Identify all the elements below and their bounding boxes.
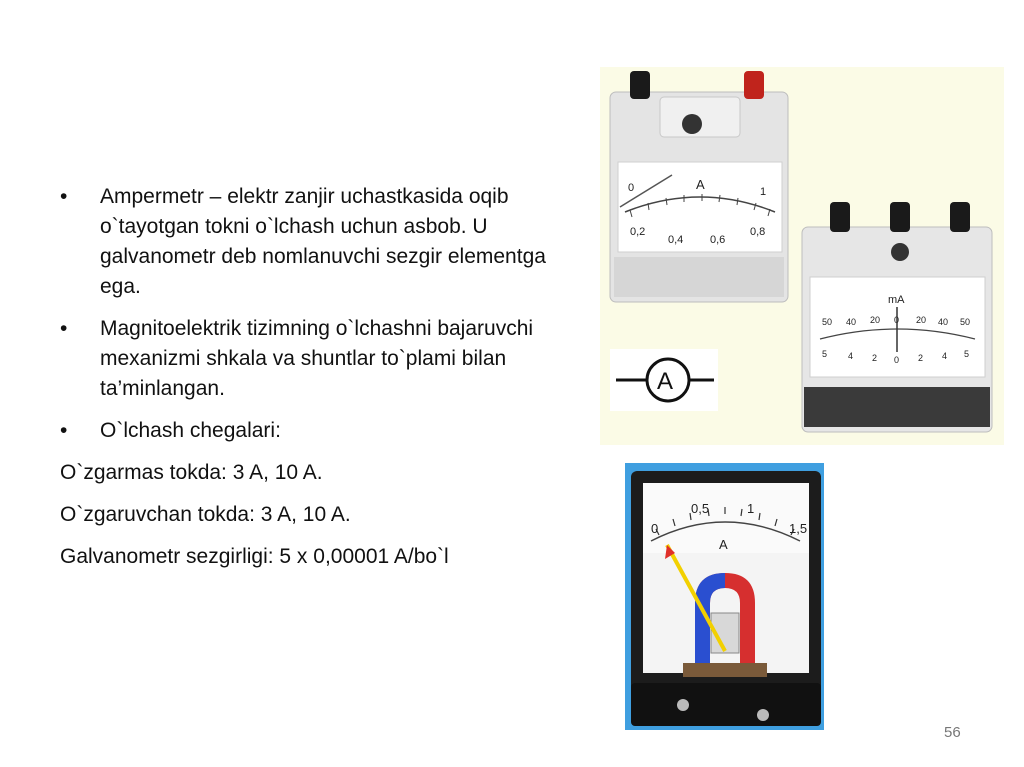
scale-label: 20 [916,315,927,325]
scale-label: 0 [894,355,900,365]
scale-label: 4 [942,351,948,361]
bullet-text: O`lchash chegalari: [100,419,281,442]
bullet-item [60,182,580,302]
ammeter-symbol [610,349,718,411]
red-terminal-icon [744,71,764,99]
scale-label: 40 [938,317,949,327]
scale-label: 0 [894,315,900,325]
bullet-item [60,416,580,446]
scale-label: 5 [822,349,828,359]
black-terminal-icon [950,202,970,232]
slide-text [60,182,580,584]
scale-label: 40 [846,317,857,327]
terminal-screw-icon [677,699,689,711]
symbol-letter: A [657,368,674,395]
scale-label: 0 [628,182,635,194]
scale-label: 0,2 [630,226,646,238]
bullet-item [60,314,580,404]
dc-limits-line: O`zgarmas tokda: 3 A, 10 A. [60,461,323,484]
black-terminal-icon [630,71,650,99]
scale-label: 1 [760,186,767,198]
scale-label: 4 [848,351,854,361]
scale-label: 2 [918,353,924,363]
scale-label: 0,4 [668,234,684,246]
terminal-screw-icon [757,709,769,721]
black-terminal-icon [890,202,910,232]
scale-label: 0,5 [691,501,710,516]
scale-label: 1,5 [789,521,808,536]
galvanometer-image [625,463,824,730]
scale-label: 2 [872,353,878,363]
bullet-text: Ampermetr – elektr zanjir uchastkasida oqib o`tayotgan tokni o`lchash uchun asbob. U galvanometr deb nomlanuvchi sezgir elementga ega. [100,185,546,298]
scale-label: 50 [822,317,833,327]
adjust-knob-icon [682,114,702,134]
adjust-knob-icon [891,243,909,261]
scale-label: 0 [651,521,659,536]
ammeter-2 [802,202,992,432]
ammeters-image [600,67,1004,445]
scale-label: 1 [747,501,755,516]
scale-label: 5 [964,349,970,359]
scale-label: 0,8 [750,226,766,238]
scale-label: 50 [960,317,971,327]
scale-label: 0,6 [710,234,726,246]
bullet-dot: • [60,185,68,208]
scale-label: 20 [870,315,881,325]
ammeter-1 [610,71,788,302]
bullet-text: Magnitoelektrik tizimning o`lchashni bajaruvchi mexanizmi shkala va shuntlar to`plami bilan ta’minlangan. [100,317,534,400]
bullet-dot: • [60,419,68,442]
galvanometer-unit: A [719,537,728,552]
black-terminal-icon [830,202,850,232]
ammeter-2-unit: mA [888,294,905,306]
sensitivity-line: Galvanometr sezgirligi: 5 x 0,00001 A/bo`l [60,545,449,568]
ac-limits-line: O`zgaruvchan tokda: 3 A, 10 A. [60,503,351,526]
page-number: 56 [944,724,961,741]
bullet-dot: • [60,317,68,340]
ammeter-1-unit: A [696,177,705,192]
